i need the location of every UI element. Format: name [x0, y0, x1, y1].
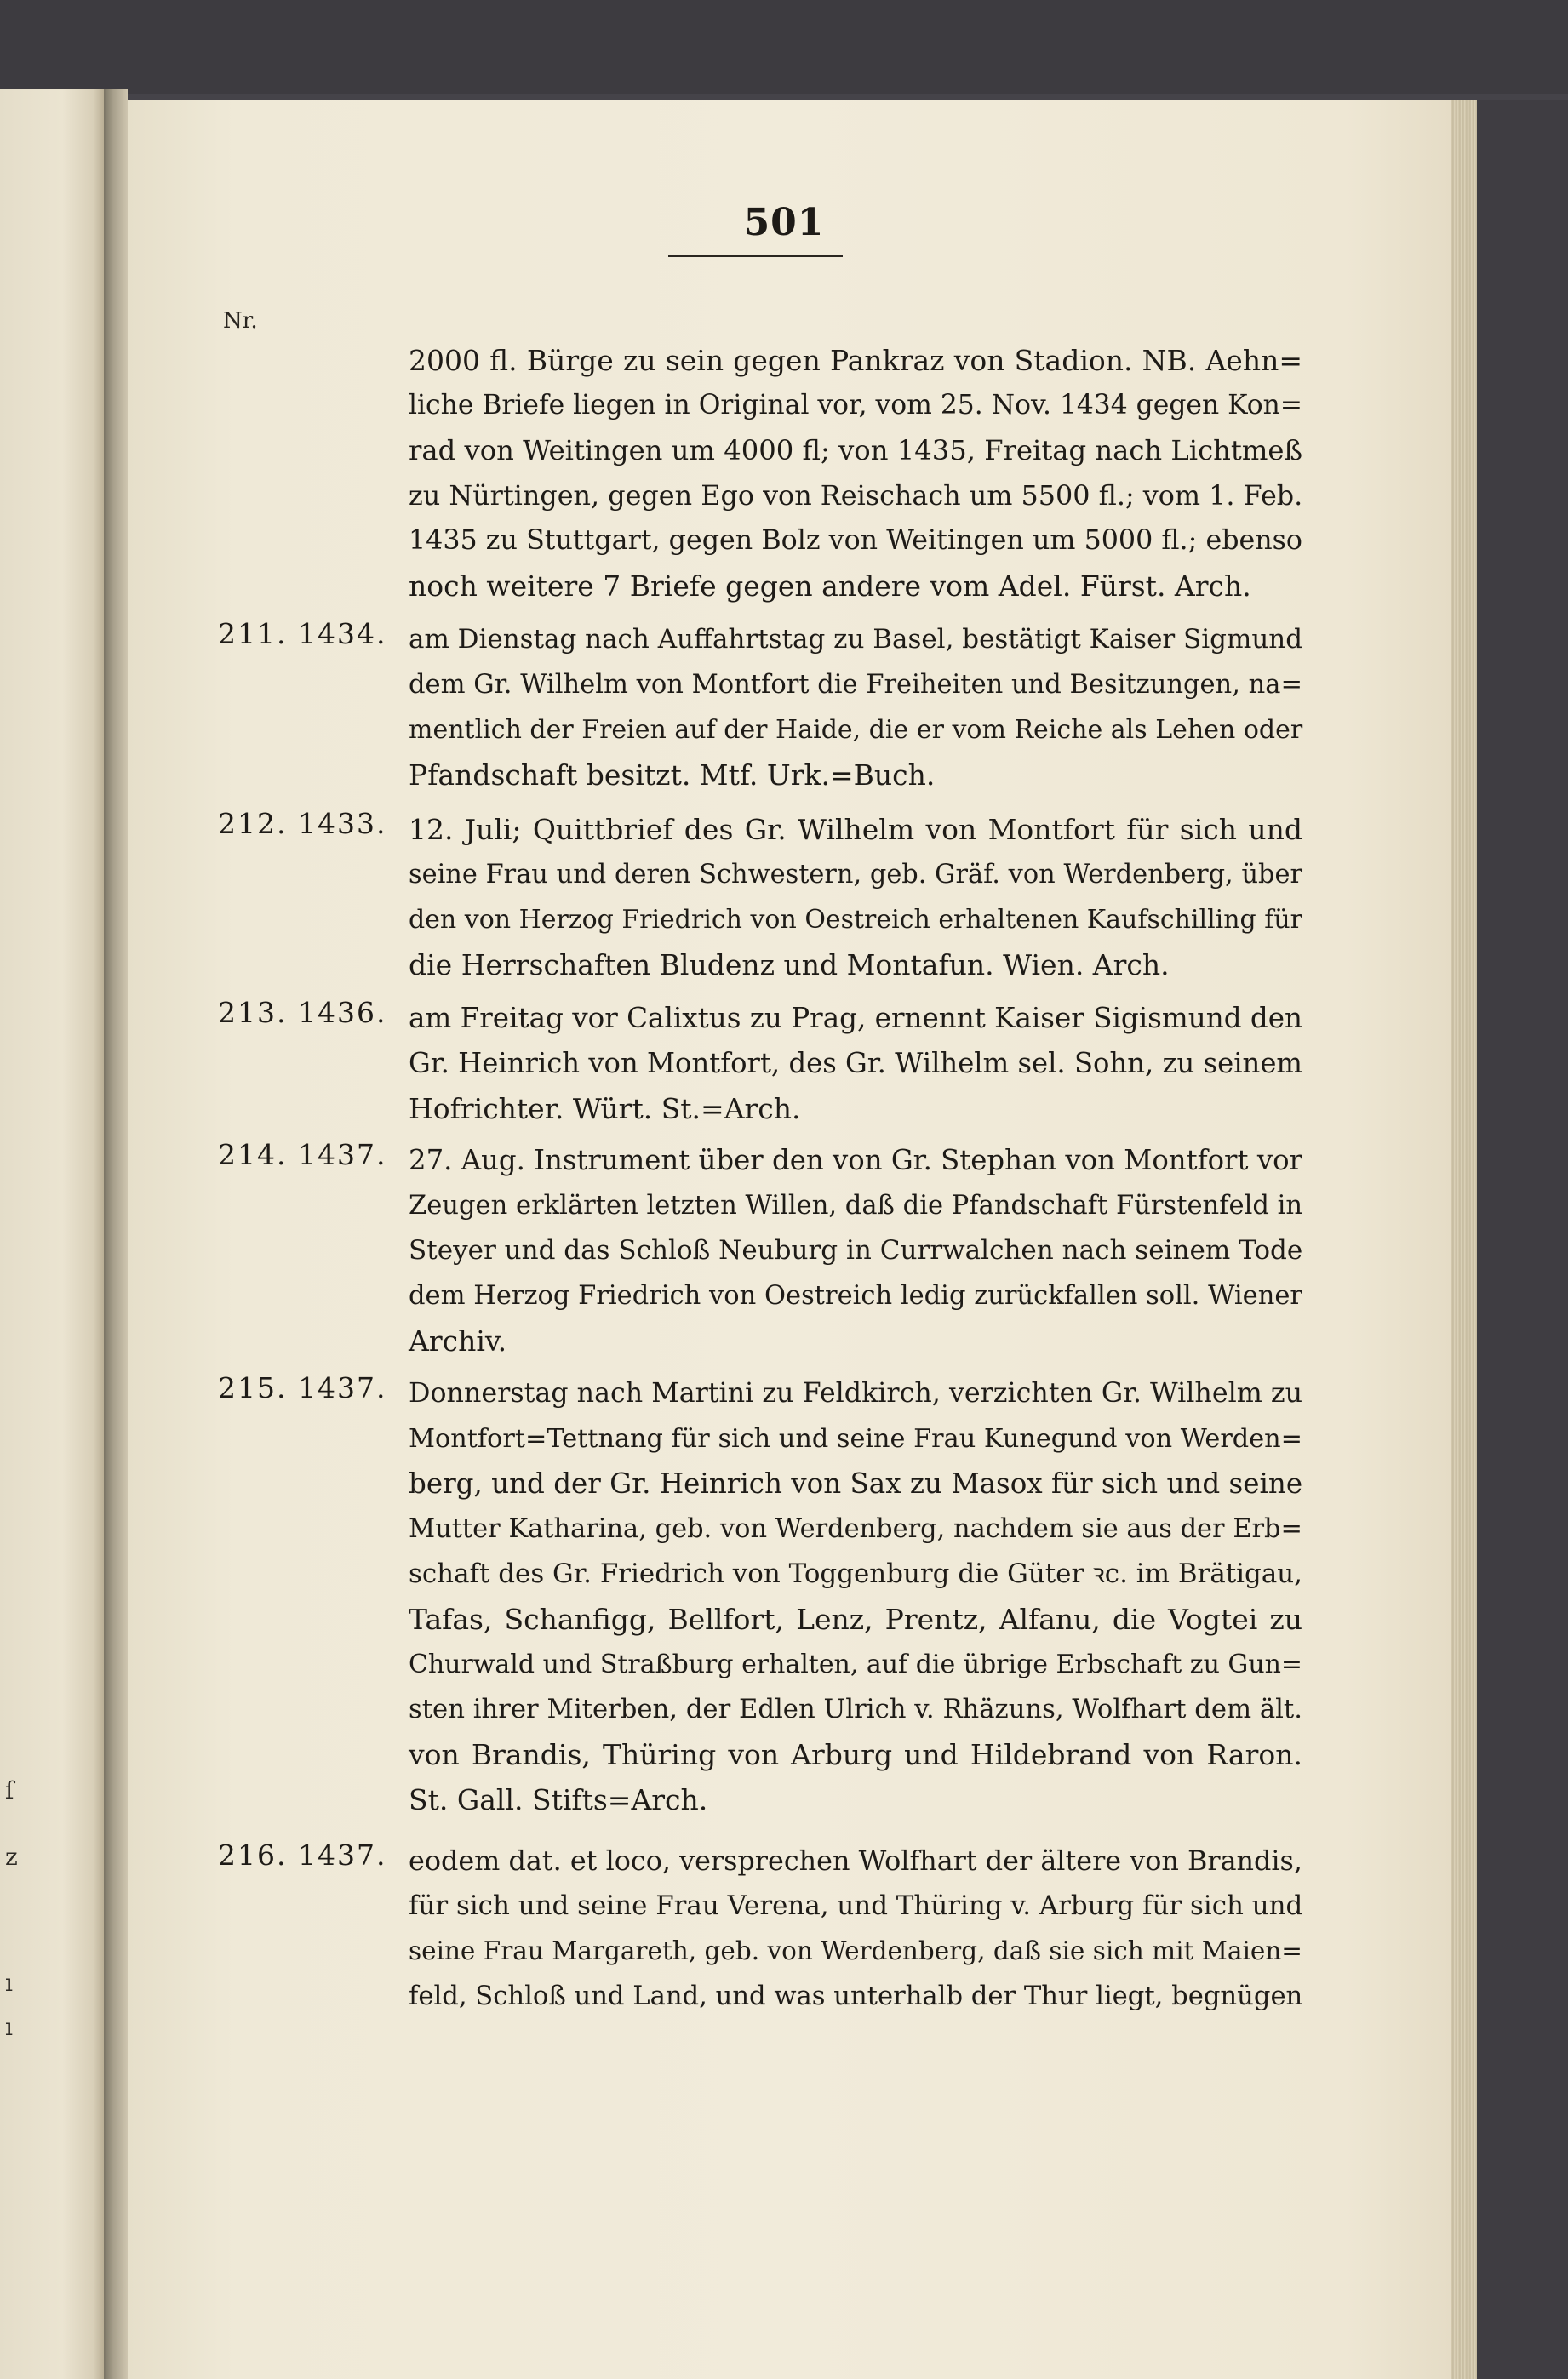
text-line: Hofrichter. Würt. St.=Arch.: [409, 1092, 801, 1125]
entry-text: [409, 1138, 1302, 1364]
scan-background: [0, 0, 1568, 94]
text-line: Gr. Heinrich von Montfort, des Gr. Wilhelm sel. Sohn, zu seinem: [409, 1047, 1302, 1079]
entry-number: 211. 1434.: [218, 617, 387, 650]
entry-number: 212. 1433.: [218, 807, 387, 840]
text-line: 2000 fl. Bürge zu sein gegen Pankraz von Stadion. NB. Aehn=: [409, 344, 1302, 377]
text-line: feld, Schloß und Land, und was unterhalb der Thur liegt, begnügen: [409, 1982, 1303, 2011]
entry-text: [409, 807, 1302, 987]
text-line: berg, und der Gr. Heinrich von Sax zu Masox für sich und seine: [409, 1467, 1303, 1500]
text-line: 1435 zu Stuttgart, gegen Bolz von Weitingen um 5000 fl.; ebenso: [409, 525, 1302, 556]
text-line: zu Nürtingen, gegen Ego von Reischach um 5500 fl.; vom 1. Feb.: [409, 479, 1303, 512]
text-line: Donnerstag nach Martini zu Feldkirch, verzichten Gr. Wilhelm zu: [409, 1378, 1303, 1409]
text-line: rad von Weitingen um 4000 fl; von 1435, Freitag nach Lichtmeß: [409, 434, 1302, 466]
entry-number: 214. 1437.: [218, 1138, 387, 1171]
text-line: eodem dat. et loco, versprechen Wolfhart der ältere von Brandis,: [409, 1844, 1302, 1877]
text-line: seine Frau Margareth, geb. von Werdenberg, daß sie sich mit Maien=: [409, 1936, 1302, 1965]
text-line: Archiv.: [409, 1324, 507, 1358]
text-line: am Dienstag nach Auffahrtstag zu Basel, bestätigt Kaiser Sigmund: [409, 624, 1303, 655]
text-line: Pfandschaft besitzt. Mtf. Urk.=Buch.: [409, 758, 936, 792]
left-margin-mark: ſ: [5, 1776, 14, 1804]
text-line: sten ihrer Miterben, der Edlen Ulrich v. Rhäzuns, Wolfhart dem ält.: [409, 1695, 1302, 1724]
entry-text: [409, 1839, 1302, 2019]
text-line: Churwald und Straßburg erhalten, auf die übrige Erbschaft zu Gun=: [409, 1650, 1302, 1679]
text-line: mentlich der Freien auf der Haide, die er vom Reiche als Lehen oder: [409, 715, 1303, 745]
entry-text: [409, 338, 1302, 609]
text-line: Steyer und das Schloß Neuburg in Currwalchen nach seinem Tode: [409, 1235, 1303, 1266]
left-margin-mark: ı: [5, 1969, 13, 1997]
text-line: am Freitag vor Calixtus zu Prag, ernennt Kaiser Sigismund den: [409, 1002, 1302, 1034]
text-line: dem Herzog Friedrich von Oestreich ledig zurückfallen soll. Wiener: [409, 1281, 1302, 1311]
left-page-margin: [0, 89, 34, 2379]
text-line: St. Gall. Stifts=Arch.: [409, 1783, 708, 1816]
text-line: von Brandis, Thüring von Arburg und Hildebrand von Raron.: [409, 1738, 1302, 1771]
text-line: 12. Juli; Quittbrief des Gr. Wilhelm von Montfort für sich und: [409, 813, 1302, 846]
page-edge: [1451, 100, 1477, 2379]
page-number-rule: [668, 255, 843, 257]
text-line: Mutter Katharina, geb. von Werdenberg, nachdem sie aus der Erb=: [409, 1514, 1302, 1544]
text-line: für sich und seine Frau Verena, und Thüring v. Arburg für sich und: [409, 1890, 1303, 1921]
nr-column-label: Nr.: [223, 308, 258, 334]
entry-text: [409, 1371, 1302, 1822]
left-margin-mark: z: [5, 1843, 18, 1871]
text-line: schaft des Gr. Friedrich von Toggenburg die Güter ꝛc. im Brätigau,: [409, 1558, 1302, 1589]
entry-number: 216. 1437.: [218, 1839, 387, 1872]
left-margin-mark: ı: [5, 2013, 13, 2041]
text-line: 27. Aug. Instrument über den von Gr. Stephan von Montfort vor: [409, 1144, 1302, 1176]
entry-number: 213. 1436.: [218, 996, 387, 1029]
text-line: die Herrschaften Bludenz und Montafun. Wien. Arch.: [409, 948, 1170, 981]
page-number: 501: [743, 201, 825, 244]
text-line: Tafas, Schanfigg, Bellfort, Lenz, Prentz, Alfanu, die Vogtei zu: [409, 1603, 1302, 1636]
entry-number: 215. 1437.: [218, 1371, 387, 1404]
text-line: Zeugen erklärten letzten Willen, daß die Pfandschaft Fürstenfeld in: [409, 1191, 1303, 1221]
scan-background-right: [1477, 100, 1568, 2379]
text-line: dem Gr. Wilhelm von Montfort die Freiheiten und Besitzungen, na=: [409, 670, 1302, 700]
text-line: noch weitere 7 Briefe gegen andere vom Adel. Fürst. Arch.: [409, 569, 1251, 603]
entry-text: [409, 996, 1302, 1131]
text-line: liche Briefe liegen in Original vor, vom 25. Nov. 1434 gegen Kon=: [409, 390, 1303, 420]
left-page-fragment: [0, 89, 104, 2379]
text-line: den von Herzog Friedrich von Oestreich erhaltenen Kaufschilling für: [409, 905, 1302, 935]
entry-text: [409, 617, 1302, 798]
text-line: seine Frau und deren Schwestern, geb. Gräf. von Werdenberg, über: [409, 860, 1302, 889]
book-gutter: [104, 89, 128, 2379]
text-line: Montfort=Tettnang für sich und seine Frau Kunegund von Werden=: [409, 1424, 1302, 1454]
